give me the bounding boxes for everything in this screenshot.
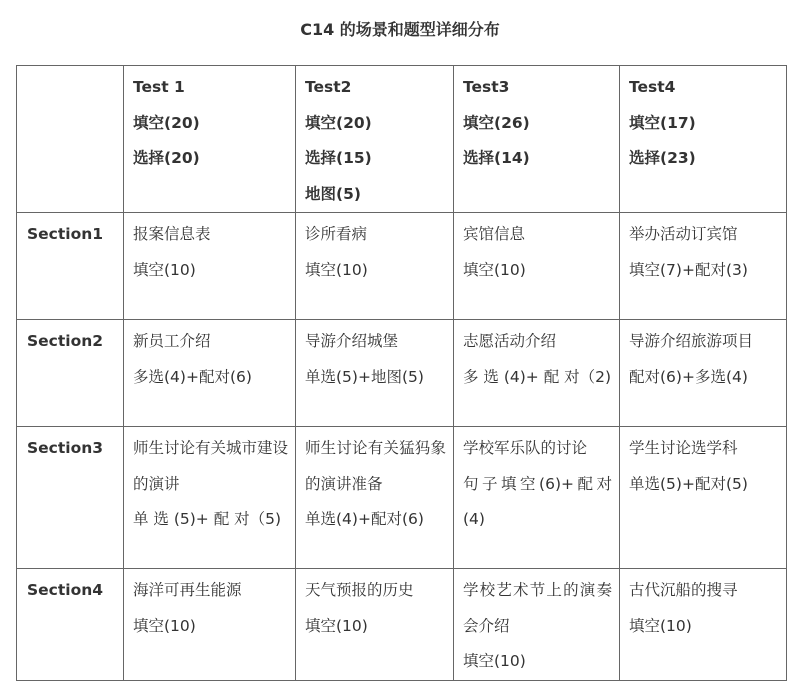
test-type-count: 选择(20) — [133, 149, 200, 167]
scene-cell — [296, 569, 454, 681]
header-cell-test2 — [296, 66, 454, 213]
scene-topic: 学校军乐队的讨论 — [463, 439, 588, 457]
page-title: C14 的场景和题型详细分布 — [300, 20, 500, 39]
question-types: 填空(10) — [463, 260, 526, 279]
scene-cell — [620, 427, 787, 569]
question-types: 填空(10) — [133, 260, 196, 279]
question-types: 填空(10) — [305, 616, 368, 635]
section4-row — [17, 569, 787, 681]
scene-topic: 宾馆信息 — [463, 225, 526, 243]
scene-topic: 师生讨论有关猛犸象的演讲准备 — [305, 439, 446, 493]
test-type-count: 填空(20) — [305, 113, 372, 132]
question-types: 填空(7)+配对(3) — [629, 260, 748, 279]
question-types: 配对(6)+多选(4) — [629, 367, 748, 386]
test-type-count: 选择(23) — [629, 149, 696, 167]
question-types: 单选(5)+配对(5) — [629, 474, 748, 493]
scene-topic: 学生讨论选学科 — [629, 439, 738, 457]
scene-topic: 导游介绍城堡 — [305, 332, 399, 350]
test-name: Test2 — [305, 78, 352, 96]
scene-cell — [124, 320, 296, 427]
scene-cell — [454, 213, 620, 320]
scene-cell — [296, 320, 454, 427]
scene-topic: 师生讨论有关城市建设的演讲 — [133, 439, 289, 493]
scene-topic: 学校艺术节上的演奏会介绍 — [463, 581, 612, 635]
test-name: Test4 — [629, 78, 676, 96]
question-types: 多 选 (4)+ 配 对（2) — [463, 367, 612, 386]
scene-topic: 新员工介绍 — [133, 332, 211, 350]
scene-topic: 志愿活动介绍 — [463, 332, 557, 350]
scene-topic: 海洋可再生能源 — [133, 581, 242, 599]
question-types: 单 选 (5)+ 配 对（5) — [133, 510, 282, 528]
test-type-count: 选择(14) — [463, 149, 530, 167]
question-types: 单选(5)+地图(5) — [305, 367, 424, 386]
scene-cell — [454, 320, 620, 427]
scene-cell — [124, 569, 296, 681]
question-types: 单选(4)+配对(6) — [305, 510, 424, 528]
section-label: Section3 — [17, 427, 124, 569]
header-cell-test1 — [124, 66, 296, 213]
scene-cell — [454, 569, 620, 681]
question-types: 填空(10) — [305, 260, 368, 279]
test-type-count: 填空(17) — [629, 113, 696, 132]
question-types: 填空(10) — [463, 652, 526, 670]
scene-cell — [296, 427, 454, 569]
scene-cell — [620, 320, 787, 427]
question-types: 多选(4)+配对(6) — [133, 367, 252, 386]
scene-cell — [620, 569, 787, 681]
header-cell-test4 — [620, 66, 787, 213]
section-label: Section1 — [17, 213, 124, 320]
section2-row — [17, 320, 787, 427]
test-type-count: 填空(26) — [463, 113, 530, 132]
scene-topic: 天气预报的历史 — [305, 581, 414, 599]
section-label: Section4 — [17, 569, 124, 681]
test-type-count: 填空(20) — [133, 113, 200, 132]
scene-topic: 导游介绍旅游项目 — [629, 332, 754, 350]
scene-topic: 古代沉船的搜寻 — [629, 581, 738, 599]
scene-cell — [124, 213, 296, 320]
header-cell-test3 — [454, 66, 620, 213]
header-row — [17, 66, 787, 213]
question-types: 填空(10) — [629, 616, 692, 635]
corner-cell — [17, 66, 124, 213]
question-types: 填空(10) — [133, 616, 196, 635]
section3-row — [17, 427, 787, 569]
question-types: 句子填空(6)+配对(4) — [463, 474, 612, 528]
scene-topic: 报案信息表 — [133, 225, 211, 243]
test-type-count: 选择(15) — [305, 149, 372, 167]
test-type-count: 地图(5) — [305, 184, 361, 203]
scene-topic: 诊所看病 — [305, 225, 368, 243]
section1-row — [17, 213, 787, 320]
test-name: Test 1 — [133, 78, 185, 96]
test-name: Test3 — [463, 78, 510, 96]
section-label: Section2 — [17, 320, 124, 427]
scene-cell — [454, 427, 620, 569]
distribution-table — [16, 65, 787, 681]
scene-cell — [124, 427, 296, 569]
scene-cell — [296, 213, 454, 320]
scene-topic: 举办活动订宾馆 — [629, 225, 738, 243]
scene-cell — [620, 213, 787, 320]
